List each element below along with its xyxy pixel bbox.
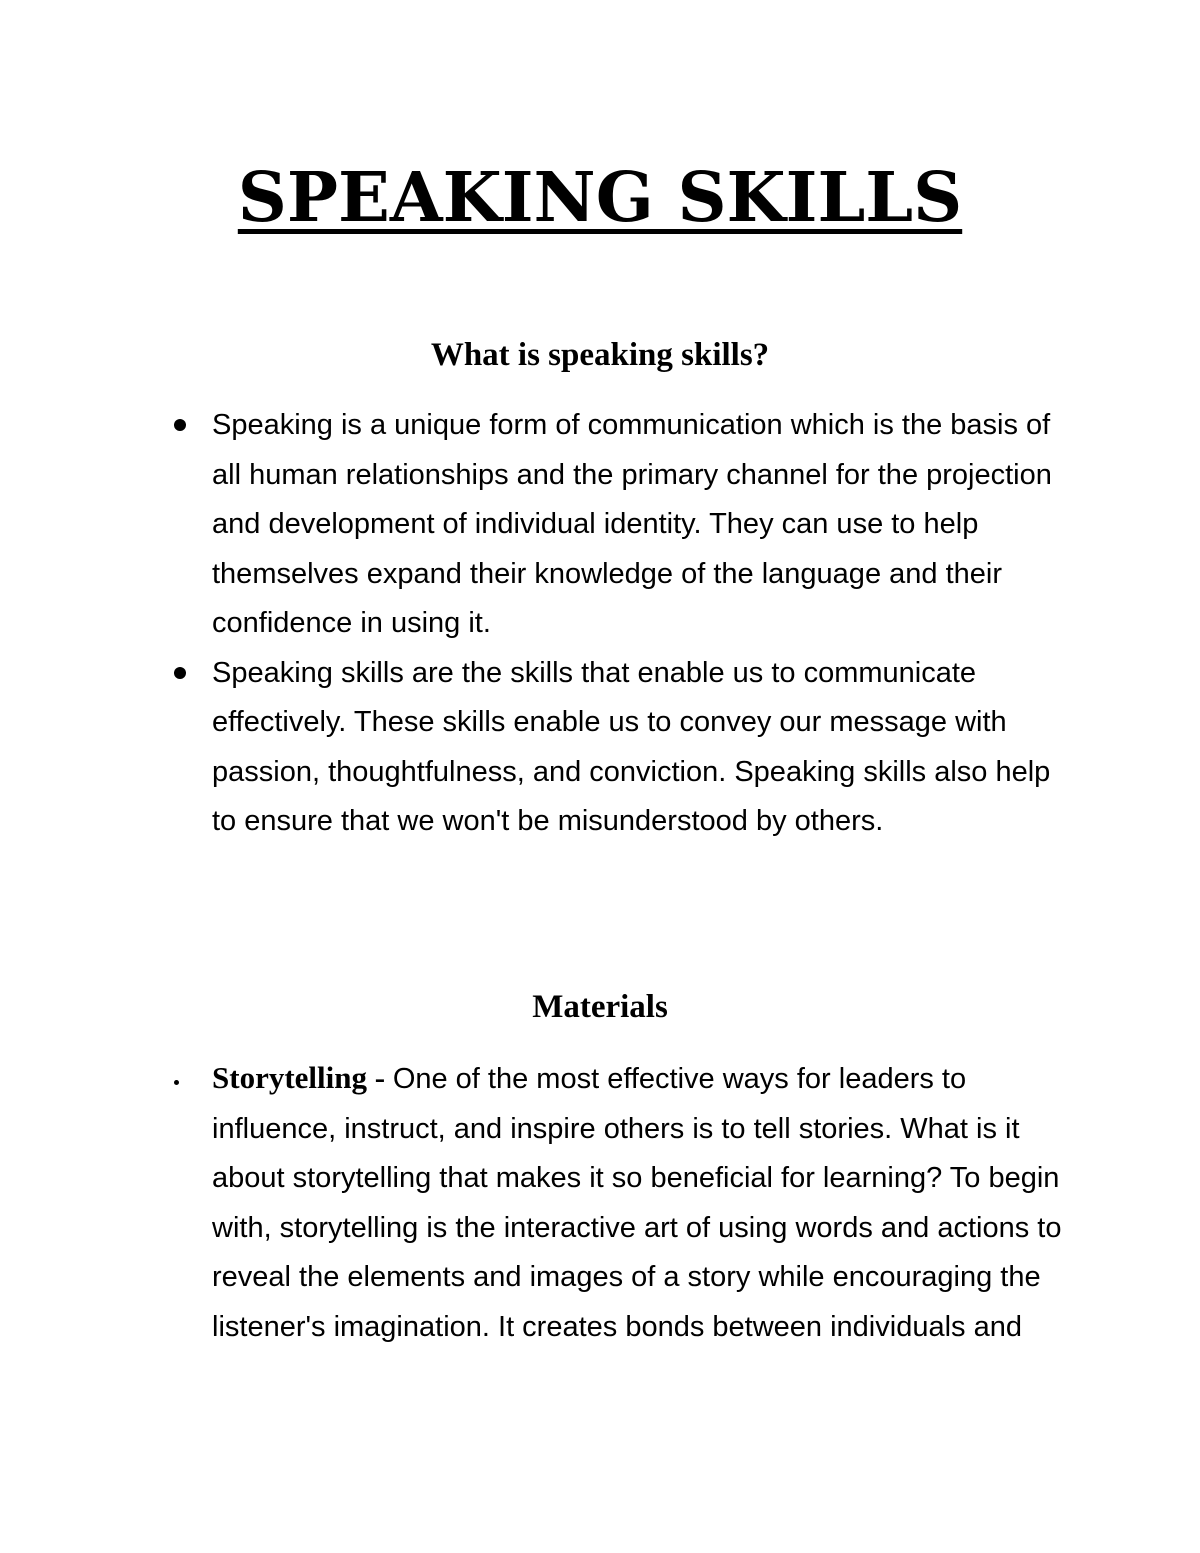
list-item	[212, 1053, 1072, 1352]
material-description: One of the most effective ways for leaders to influence, instruct, and inspire others is to tell stories. What is it about storytelling that makes it so beneficial for learning? To begin with, storytelling is the interactive art of using words and actions to reveal the elements and images of a story while encouraging the listener's imagination. It creates bonds between individuals and	[212, 1063, 1062, 1343]
bullet-icon	[174, 667, 186, 679]
definition-bullet-list	[0, 401, 1200, 847]
bullet-icon	[174, 419, 186, 431]
materials-bullet-list	[0, 1053, 1200, 1352]
list-item	[212, 649, 1072, 847]
section-heading-what-is-speaking-skills: What is speaking skills?	[430, 337, 770, 373]
bullet-icon	[174, 1080, 179, 1085]
list-item-text: Speaking is a unique form of communication which is the basis of all human relationships and the primary channel for the projection and development of individual identity. They can use to help themselves expand their knowledge of the language and their confidence in using it.	[212, 409, 1052, 639]
section-heading-materials: Materials	[532, 989, 668, 1025]
document-title-text: SPEAKING SKILLS	[237, 158, 963, 238]
document-title	[0, 150, 1200, 246]
material-term: Storytelling -	[212, 1060, 393, 1095]
list-item	[212, 401, 1072, 649]
list-item-text: Speaking skills are the skills that enable us to communicate effectively. These skills enable us to convey our message with passion, thoughtfulness, and conviction. Speaking skills also help to ensure that we won't be misunderstood by others.	[212, 656, 1051, 837]
